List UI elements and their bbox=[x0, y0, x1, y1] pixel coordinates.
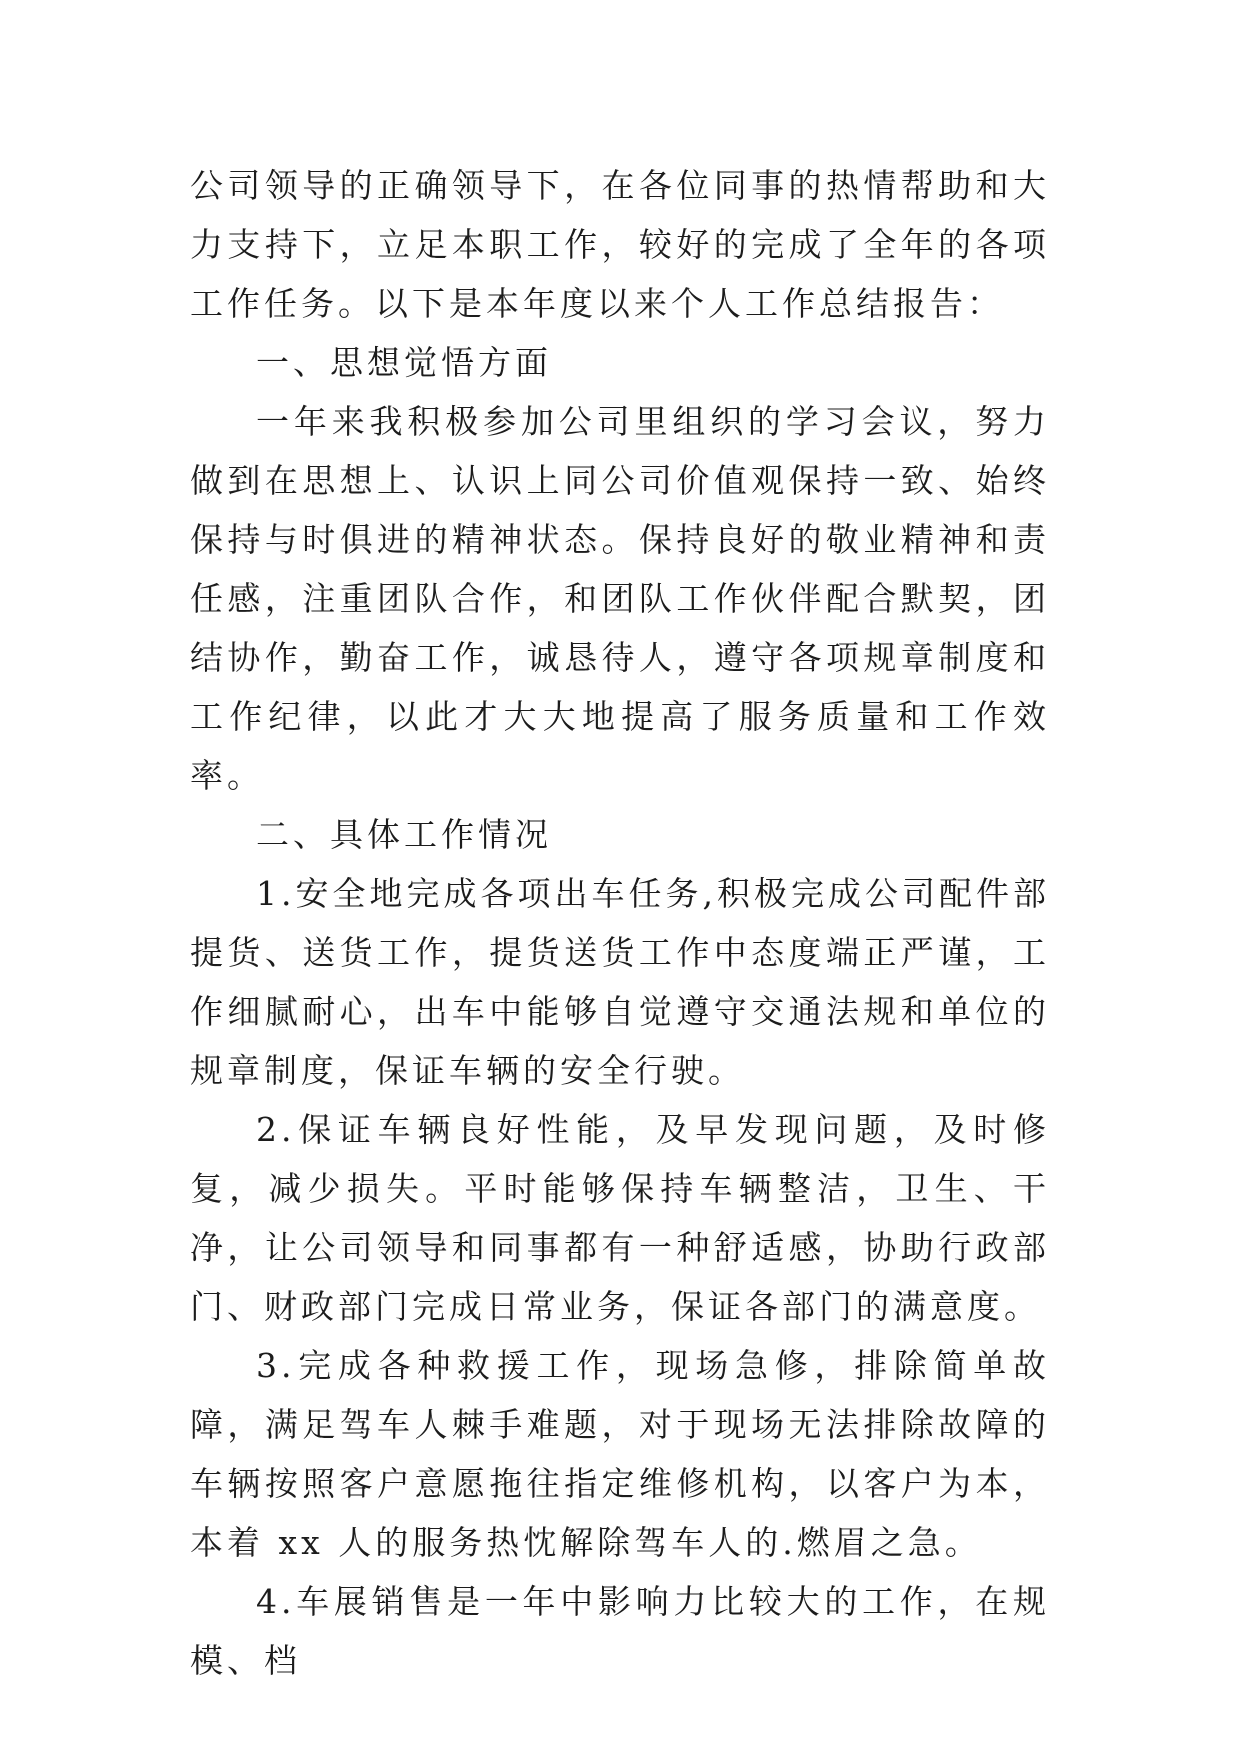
paragraph-item-1: 1.安全地完成各项出车任务,积极完成公司配件部提货、送货工作，提货送货工作中态度端正严谨，工作细腻耐心，出车中能够自觉遵守交通法规和单位的规章制度，保证车辆的安全行驶。 bbox=[190, 874, 1050, 1090]
paragraph-item-2: 2.保证车辆良好性能，及早发现问题，及时修复，减少损失。平时能够保持车辆整洁，卫生、干净，让公司领导和同事都有一种舒适感，协助行政部门、财政部门完成日常业务，保证各部门的满意度。 bbox=[190, 1110, 1050, 1326]
paragraph-item-3: 3.完成各种救援工作，现场急修，排除简单故障，满足驾车人棘手难题，对于现场无法排除故障的车辆按照客户意愿拖往指定维修机构，以客户为本，本着 xx 人的服务热忱解除驾车人的.燃眉之急。 bbox=[190, 1346, 1050, 1562]
paragraph-intro: 公司领导的正确领导下，在各位同事的热情帮助和大力支持下，立足本职工作，较好的完成了全年的各项工作任务。以下是本年度以来个人工作总结报告： bbox=[190, 166, 1050, 323]
document-body bbox=[190, 156, 1050, 1690]
paragraph-ideology: 一年来我积极参加公司里组织的学习会议，努力做到在思想上、认识上同公司价值观保持一致、始终保持与时俱进的精神状态。保持良好的敬业精神和责任感，注重团队合作，和团队工作伙伴配合默契，团结协作，勤奋工作，诚恳待人，遵守各项规章制度和工作纪律，以此才大大地提高了服务质量和工作效率。 bbox=[190, 402, 1050, 795]
section-heading-work: 二、具体工作情况 bbox=[256, 815, 552, 854]
section-heading-ideology: 一、思想觉悟方面 bbox=[256, 343, 552, 382]
paragraph-item-4: 4.车展销售是一年中影响力比较大的工作，在规模、档 bbox=[190, 1582, 1050, 1680]
